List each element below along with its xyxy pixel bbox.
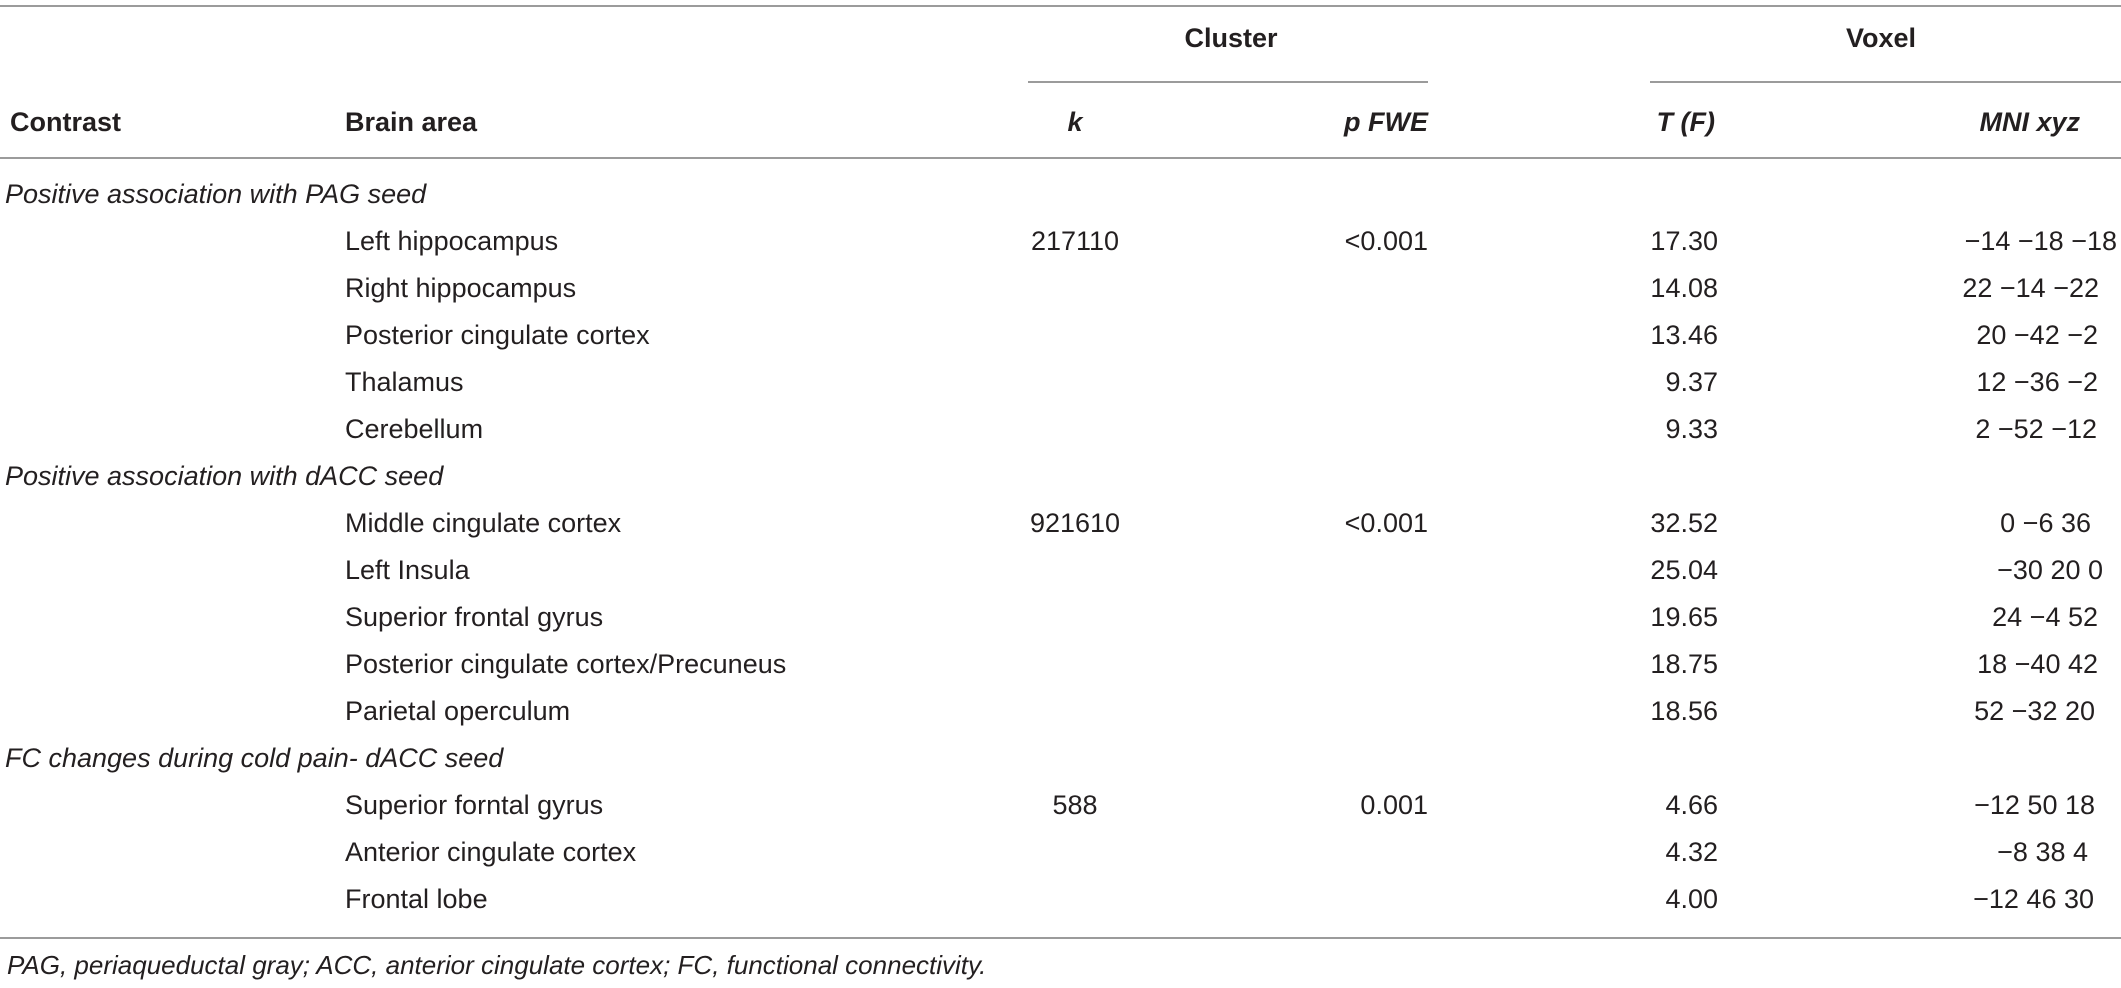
mni-cell: 0 −6 36: [2000, 508, 2091, 538]
group-title: FC changes during cold pain- dACC seed: [5, 743, 504, 773]
t-f-cell: 9.33: [1665, 414, 1718, 444]
k-header: k: [1067, 107, 1083, 137]
voxel-header: Voxel: [1845, 23, 1917, 53]
mni-cell: 20 −42 −2: [1976, 320, 2098, 350]
t-f-cell: 25.04: [1650, 555, 1718, 585]
mni-cell: 2 −52 −12: [1975, 414, 2097, 444]
k-cell: 217110: [1030, 226, 1120, 256]
cluster-span-rule: [1028, 81, 1428, 83]
t-f-cell: 19.65: [1650, 602, 1718, 632]
brain-area-cell: Posterior cingulate cortex/Precuneus: [345, 649, 787, 679]
mni-cell: −8 38 4: [1997, 837, 2088, 867]
p-fwe-cell: <0.001: [1344, 226, 1428, 256]
brain-area-cell: Thalamus: [345, 367, 464, 397]
group-title: Positive association with dACC seed: [5, 461, 444, 491]
brain-area-header: Brain area: [345, 107, 478, 137]
contrast-header: Contrast: [10, 107, 122, 137]
t-f-cell: 32.52: [1650, 508, 1718, 538]
cluster-header: Cluster: [1184, 23, 1278, 53]
mni-header: MNI xyz: [1979, 107, 2080, 137]
brain-area-cell: Right hippocampus: [345, 273, 577, 303]
brain-area-cell: Middle cingulate cortex: [345, 508, 622, 538]
mni-cell: −14 −18 −18: [1964, 226, 2117, 256]
mni-cell: 18 −40 42: [1977, 649, 2098, 679]
table-top-rule: [0, 5, 2121, 7]
p-fwe-header: p FWE: [1344, 107, 1428, 137]
t-f-cell: 4.66: [1665, 790, 1718, 820]
mni-cell: −12 46 30: [1973, 884, 2094, 914]
brain-area-cell: Superior frontal gyrus: [345, 602, 604, 632]
brain-area-cell: Frontal lobe: [345, 884, 488, 914]
brain-area-cell: Parietal operculum: [345, 696, 571, 726]
mni-cell: −12 50 18: [1974, 790, 2095, 820]
t-f-cell: 13.46: [1650, 320, 1718, 350]
mni-cell: 12 −36 −2: [1976, 367, 2098, 397]
t-f-cell: 4.00: [1665, 884, 1718, 914]
t-f-cell: 9.37: [1665, 367, 1718, 397]
mni-cell: 52 −32 20: [1974, 696, 2095, 726]
t-f-header: T (F): [1656, 107, 1715, 137]
p-fwe-cell: 0.001: [1360, 790, 1428, 820]
group-title: Positive association with PAG seed: [5, 179, 427, 209]
table-bottom-rule: [0, 937, 2121, 939]
header-bottom-rule: [0, 157, 2121, 159]
t-f-cell: 17.30: [1650, 226, 1718, 256]
mni-cell: 24 −4 52: [1992, 602, 2098, 632]
brain-area-cell: Superior forntal gyrus: [345, 790, 604, 820]
voxel-span-rule: [1650, 81, 2121, 83]
brain-area-cell: Posterior cingulate cortex: [345, 320, 650, 350]
t-f-cell: 4.32: [1665, 837, 1718, 867]
mni-cell: 22 −14 −22: [1962, 273, 2099, 303]
brain-area-cell: Anterior cingulate cortex: [345, 837, 637, 867]
brain-area-cell: Cerebellum: [345, 414, 484, 444]
k-cell: 588: [1052, 790, 1098, 820]
brain-area-cell: Left hippocampus: [345, 226, 559, 256]
table-footnote: PAG, periaqueductal gray; ACC, anterior cingulate cortex; FC, functional connectivity.: [7, 950, 987, 980]
mni-cell: −30 20 0: [1997, 555, 2103, 585]
t-f-cell: 14.08: [1650, 273, 1718, 303]
brain-area-cell: Left Insula: [345, 555, 470, 585]
t-f-cell: 18.56: [1650, 696, 1718, 726]
p-fwe-cell: <0.001: [1344, 508, 1428, 538]
t-f-cell: 18.75: [1650, 649, 1718, 679]
k-cell: 921610: [1029, 508, 1121, 538]
